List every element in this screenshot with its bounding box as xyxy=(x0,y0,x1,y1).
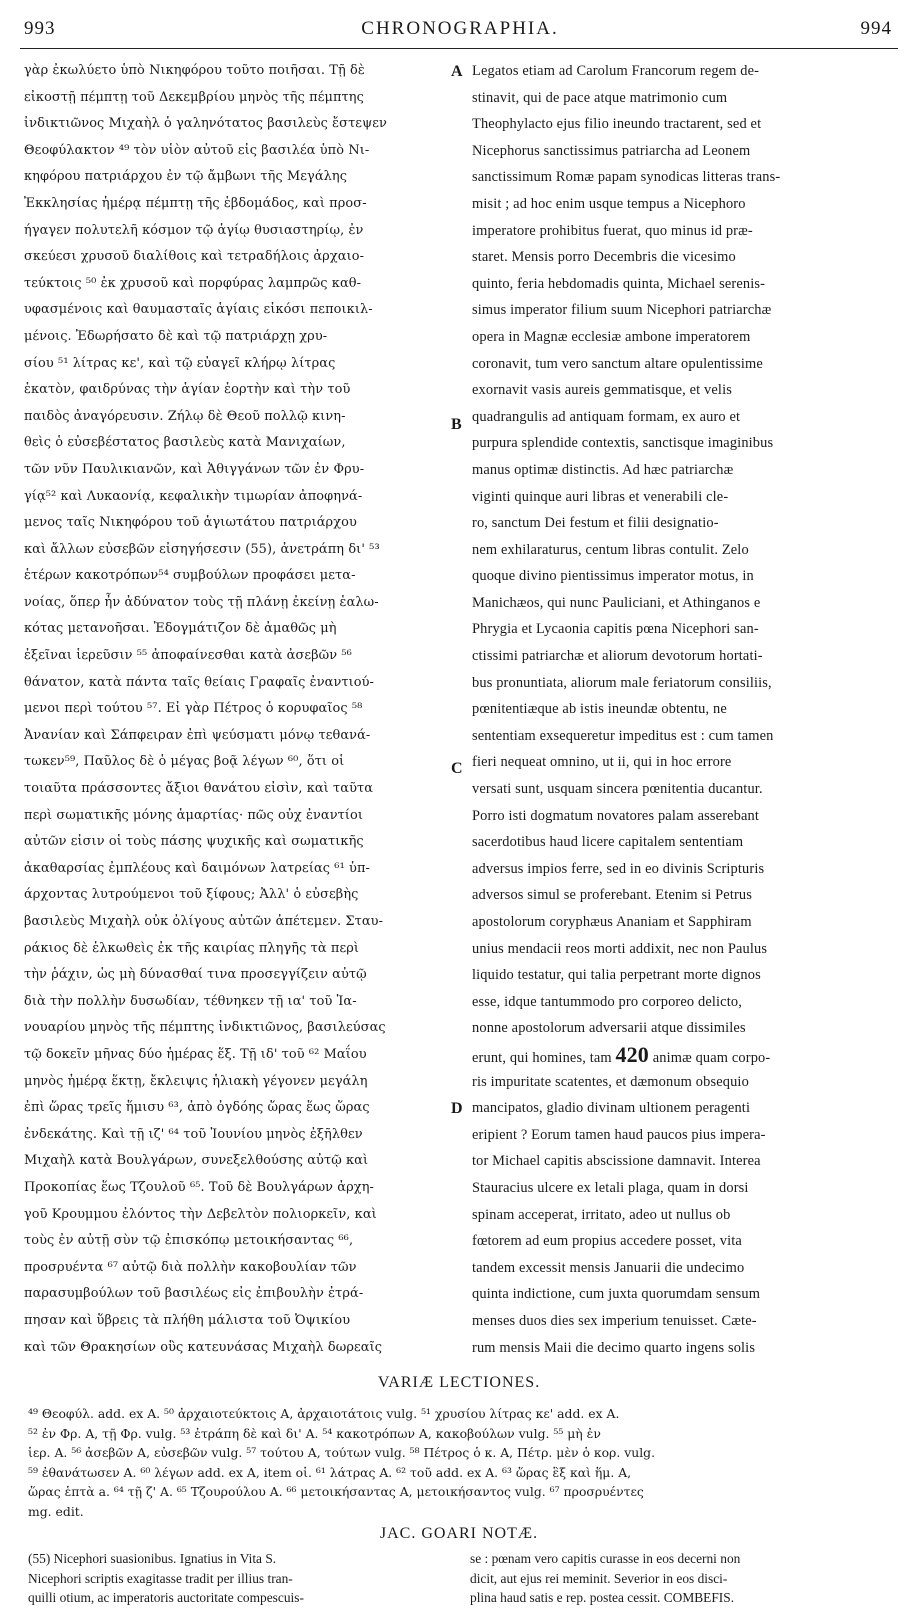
greek-text-line: σίου ⁵¹ λίτρας κε', καὶ τῷ εὐαγεῖ κλήρῳ λίτρας xyxy=(24,355,336,371)
greek-text-line: γὰρ ἐκωλύετο ὑπὸ Νικηφόρου τοῦτο ποιῆσαι. Τῇ δὲ xyxy=(24,63,365,78)
latin-text-line: quinta indictione, cum juxta quorumdam sensum xyxy=(472,1286,761,1303)
greek-text-line: Ἀνανίαν καὶ Σάπφειραν ἐπὶ ψεύσματι μόνῳ τεθανά- xyxy=(24,727,371,743)
latin-text-line xyxy=(472,1042,886,1069)
note-text-line: quilli otium, ac imperatoris auctoritate compescuis- xyxy=(28,1590,304,1605)
page-header xyxy=(20,14,900,44)
greek-text-line: περὶ σωματικῆς μόνης ἁμαρτίας· πῶς οὐχ ἐναντίοι xyxy=(24,807,364,823)
latin-text-line: manus optimæ distinctis. Ad hæc patriarchæ xyxy=(472,461,734,478)
latin-text-line: quoque divino pientissimus imperator motus, in xyxy=(472,568,754,585)
greek-text-line: κότας μετανοῆσαι. Ἐδογμάτιζον δὲ ἀμαθῶς μὴ xyxy=(24,621,337,637)
greek-text-line: τοιαῦτα πράσσοντες ἄξιοι θανάτου εἰσὶν, καὶ ταῦτα xyxy=(24,781,374,797)
latin-text-line: bus pronuntiata, aliorum male feriatorum consiliis, xyxy=(472,674,772,691)
latin-text-line: fieri nequeat omnino, ut ii, qui in hoc errore xyxy=(472,754,732,771)
latin-text-line: sanctissimum Romæ papam synodicas litteras trans- xyxy=(472,169,781,186)
latin-text-line: Manichæos, qui nunc Pauliciani, et Athinganos e xyxy=(472,594,761,611)
latin-text-line: nonne apostolorum adversarii atque dissimiles xyxy=(472,1020,746,1037)
greek-text-line: μένοις. Ἐδωρήσατο δὲ καὶ τῷ πατριάρχῃ χρυ- xyxy=(24,328,328,344)
greek-text-line: αὐτῶν εἰσιν οἱ τοὺς πάσης ψυχικῆς καὶ σωματικῆς xyxy=(24,834,364,850)
notae-title: JAC. GOARI NOTÆ. xyxy=(379,1525,539,1542)
latin-text-line: coronavit, tum vero sanctum altare opulentissime xyxy=(472,355,763,372)
latin-text-line: Phrygia et Lycaonia capitis pœna Nicephori san- xyxy=(472,621,759,638)
greek-text-line: τεύκτοις ⁵⁰ ἐκ χρυσοῦ καὶ πορφύρας λαμπρῶς καθ- xyxy=(24,275,362,291)
greek-text-line: τωκεν⁵⁹, Παῦλος δὲ ὁ μέγας βοᾷ λέγων ⁶⁰, ὅτι οἱ xyxy=(24,754,345,770)
latin-text-line: nem exhilaraturus, centum libras contulit. Zelo xyxy=(472,541,749,558)
margin-letter-c: C xyxy=(451,760,463,777)
latin-text-line: adversos simul se proferebant. Etenim si Petrus xyxy=(472,887,753,904)
note-text-line: (55) Nicephori suasionibus. Ignatius in Vita S. xyxy=(28,1551,277,1566)
note-text-line: dicit, aut ejus rei meminit. Severior in eos disci- xyxy=(470,1570,728,1586)
variant-reading-line: mg. edit. xyxy=(28,1503,84,1519)
greek-text-line: Μιχαὴλ κατὰ Βουλγάρων, συνεξελθούσης αὐτῷ καὶ xyxy=(24,1153,369,1169)
margin-letter-a: A xyxy=(451,63,463,80)
greek-text-line: διὰ τὴν πολλὴν δυσωδίαν, τέθνηκεν τῇ ια' τοῦ Ἰα- xyxy=(24,993,357,1009)
latin-text-line: apostolorum coryphæus Ananiam et Sapphiram xyxy=(472,914,752,930)
latin-text-line: stinavit, qui de pace atque matrimonio cum xyxy=(472,89,728,106)
greek-text-line: σκεύεσι χρυσοῦ διαλίθοις καὶ τετραδήλοις ἀρχαιο- xyxy=(24,249,365,265)
greek-text-line: Θεοφύλακτον ⁴⁹ τὸν υἱὸν αὐτοῦ εἰς βασιλέα ὑπὸ Νι- xyxy=(24,142,370,158)
latin-text-line: sententiam exsequeretur impeditus est : cum tamen xyxy=(472,727,774,744)
greek-text-line: ἐξεῖναι ἱερεῦσιν ⁵⁵ ἀποφαίνεσθαι κατὰ ἀσεβῶν ⁵⁶ xyxy=(24,648,352,664)
latin-text-line: spinam acceperat, irritato, adeo ut nullus ob xyxy=(472,1206,731,1223)
latin-text-line: adversus impios ferre, sed in eo divinis Scripturis xyxy=(472,860,765,877)
greek-text-line: ἰνδικτιῶνος Μιχαὴλ ὁ γαληνότατος βασιλεὺς ἔστεψεν xyxy=(24,116,387,132)
latin-text-line: menses duos dies sex imperium tenuisset. Cæte- xyxy=(472,1312,757,1329)
greek-text-line: πησαν καὶ ὕβρεις τὰ πλήθη μάλιστα τοῦ Ὀψικίου xyxy=(24,1312,351,1328)
latin-text-line: versati sunt, usquam sincera pœnitentia ducantur. xyxy=(472,781,763,798)
note-text-line: Nicephori scriptis exagitasse tradit per illius tran- xyxy=(28,1570,293,1586)
greek-text-line: παρασυμβούλων τοῦ βασιλέως εἰς ἐπιβουλὴν ἐτρά- xyxy=(24,1286,364,1302)
latin-text-line: sacerdotibus haud licere capitalem sententiam xyxy=(472,834,744,851)
greek-text-line: βασιλεὺς Μιχαὴλ οὐκ ὀλίγους αὐτῶν ἀπέτεμεν. Σταυ- xyxy=(24,914,384,929)
greek-text-line: νουαρίου μηνὸς τῆς πέμπτης ἰνδικτιῶνος, βασιλεύσας xyxy=(24,1020,386,1036)
latin-text-line: viginti quinque auri libras et venerabili cle- xyxy=(472,488,729,505)
greek-text-line: τὴν ῥάχιν, ὡς μὴ δύνασθαί τινα προσεγγίζειν αὐτῷ xyxy=(24,967,367,983)
latin-text-line: Stauracius ulcere ex letali plaga, quam in dorsi xyxy=(472,1179,749,1196)
variant-reading-line: ⁴⁹ Θεοφύλ. add. ex A. ⁵⁰ ἀρχαιοτεύκτοις A, ἀρχαιοτάτοις vulg. ⁵¹ χρυσίου λίτρας κε' add. ex A. xyxy=(28,1406,620,1421)
latin-text-line: Nicephorus sanctissimus patriarcha ad Leonem xyxy=(472,142,751,159)
greek-text-line: μενος ταῖς Νικηφόρου τοῦ ἁγιωτάτου πατριάρχου xyxy=(24,515,357,531)
notae-left-column xyxy=(28,1549,454,1608)
greek-text-line: μενοι περὶ τούτου ⁵⁷. Εἰ γὰρ Πέτρος ὁ κορυφαῖος ⁵⁸ xyxy=(24,701,363,717)
latin-text-line: tandem excessit mensis Januarii die undecimo xyxy=(472,1259,745,1276)
header-rule xyxy=(20,48,898,49)
greek-text-line: τοὺς ἐν αὐτῇ σὺν τῷ ἐπισκόπῳ μετοικήσαντας ⁶⁶, xyxy=(24,1233,354,1249)
greek-column xyxy=(24,58,448,1361)
greek-text-line: ήγαγεν πολυτελῆ κόσμον τῷ ἁγίῳ θυσιαστηρίῳ, ἐν xyxy=(24,222,364,238)
page-number-right: 994 xyxy=(860,18,892,39)
latin-text-line: imperatore prohibitus fuerat, quo minus id præ- xyxy=(472,222,753,239)
latin-text-line: ro, sanctum Dei festum et filii designatio- xyxy=(472,515,719,532)
greek-text-line: ἐνδεκάτης. Καὶ τῇ ιζ' ⁶⁴ τοῦ Ἰουνίου μηνὸς ἐξῆλθεν xyxy=(24,1126,363,1142)
variant-reading-line: ⁵² ἐν Φρ. A, τῇ Φρ. vulg. ⁵³ ἐτράπη δὲ καὶ δι' A. ⁵⁴ κακοτρόπων A, κακοβούλων vulg. ⁵⁵ μὴ ἐν xyxy=(28,1425,601,1441)
page-number-left: 993 xyxy=(24,18,56,39)
greek-text-line: τῶν νῦν Παυλικιανῶν, καὶ Ἀθιγγάνων τῶν ἐν Φρυ- xyxy=(24,461,365,477)
latin-text-segment: erunt, qui homines, tam xyxy=(472,1049,616,1066)
note-text-line: plina haud satis e rep. postea cessit. COMBEFIS. xyxy=(470,1590,735,1605)
greek-text-line: παιδὸς ἀναγόρευσιν. Ζήλῳ δὲ Θεοῦ πολλῷ κινη- xyxy=(24,408,346,424)
running-title: CHRONOGRAPHIA. xyxy=(361,18,559,39)
latin-text-line: quinto, feria hebdomadis quinta, Michael serenis- xyxy=(472,275,766,292)
latin-text-line: eripient ? Eorum tamen haud paucos pius impera- xyxy=(472,1126,766,1143)
latin-text-line: staret. Mensis porro Decembris die vicesimo xyxy=(472,249,736,266)
variae-lectiones-title: VARIÆ LECTIONES. xyxy=(377,1374,541,1391)
latin-text-line: opera in Magnæ ecclesiæ ambone imperatorem xyxy=(472,328,751,345)
greek-text-line: τῷ δοκεῖν μῆνας δύο ἡμέρας ἕξ. Τῇ ιδ' τοῦ ⁶² Μαΐου xyxy=(24,1046,367,1062)
variant-reading-line: ἱερ. A. ⁵⁶ ἀσεβῶν A, εὐσεβῶν vulg. ⁵⁷ τούτου A, τούτων vulg. ⁵⁸ Πέτρος ὁ κ. A, Πέτρ. μὲν ὁ κορ. vulg. xyxy=(28,1445,656,1460)
notae-right-column xyxy=(470,1549,896,1608)
greek-text-line: ἑτέρων κακοτρόπων⁵⁴ συμβούλων προφάσει μετα- xyxy=(24,568,356,584)
greek-text-line: υφασμένοις καὶ θαυμασταῖς ἁγίαις εἰκόσι πεποικιλ- xyxy=(24,302,373,318)
latin-text-line: misit ; ad hoc enim usque tempus a Nicephoro xyxy=(472,195,746,212)
latin-text-line: rum mensis Maii die decimo quarto ingens solis xyxy=(472,1339,756,1356)
latin-text-line: simus imperator filium suum Nicephori patriarchæ xyxy=(472,302,772,319)
latin-text-line: exornavit vasis aureis gemmatisque, et velis xyxy=(472,382,732,399)
latin-text-line: ctissimi patriarchæ et aliorum devotorum hortati- xyxy=(472,648,763,665)
latin-text-line: fœtorem ad eum propius accedere posset, vita xyxy=(472,1233,742,1250)
margin-letter-b: B xyxy=(451,416,462,433)
greek-text-line: ἑκατὸν, φαιδρύνας τὴν ἁγίαν ἑορτὴν καὶ τὴν τοῦ xyxy=(24,382,351,398)
latin-text-line: ris impuritate scatentes, et dæmonum obsequio xyxy=(472,1073,749,1090)
greek-text-line: νοίας, ὅπερ ἦν ἀδύνατον τοὺς τῇ πλάνῃ ἐκείνῃ ἑαλω- xyxy=(24,594,379,610)
margin-letter-d: D xyxy=(451,1100,463,1117)
latin-text-line: tor Michael capitis abscissione damnavit. Interea xyxy=(472,1153,761,1170)
latin-text-line: Legatos etiam ad Carolum Francorum regem de- xyxy=(472,63,760,79)
greek-text-line: θεὶς ὁ εὐσεβέστατος βασιλεὺς κατὰ Μανιχαίων, xyxy=(24,435,346,451)
greek-text-line: Ἐκκλησίας ἡμέρᾳ πέμπτῃ τῆς ἑβδομάδος, καὶ προσ- xyxy=(24,195,367,211)
greek-text-line: καὶ τῶν Θρακησίων οὓς κατευνάσας Μιχαὴλ δωρεαῖς xyxy=(24,1339,383,1355)
greek-text-line: γίᾳ⁵² καὶ Λυκαονίᾳ, κεφαλικὴν τιμωρίαν ἀποφηνά- xyxy=(24,488,363,504)
latin-text-segment: animæ quam corpo- xyxy=(648,1049,771,1066)
note-text-line: se : pœnam vero capitis curasse in eos decerni non xyxy=(470,1551,741,1566)
latin-text-line: Porro isti dogmatum novatores palam asserebant xyxy=(472,807,760,824)
latin-text-line: quadrangulis ad antiquam formam, ex auro et xyxy=(472,408,741,425)
greek-text-line: άρχοντας λυτρούμενοι τοῦ ξίφους; Ἀλλ' ὁ εὐσεβὴς xyxy=(24,887,359,903)
greek-text-line: κηφόρου πατριάρχου ἐν τῷ ἄμβωνι τῆς Μεγάλης xyxy=(24,169,348,185)
latin-text-line: Theophylacto ejus filio ineundo tractarent, sed et xyxy=(472,116,762,133)
column-number-420: 420 xyxy=(615,1041,649,1067)
greek-text-line: ἐπὶ ὥρας τρεῖς ἥμισυ ⁶³, ἀπὸ ὀγδόης ὥρας ἕως ὥρας xyxy=(24,1100,370,1116)
variant-reading-line: ⁵⁹ ἐθανάτωσεν A. ⁶⁰ λέγων add. ex A, item οἱ. ⁶¹ λάτρας A. ⁶² τοῦ add. ex A. ⁶³ ὥρας ἓξ καὶ ἥμ. A, xyxy=(28,1464,632,1480)
greek-text-line: θάνατον, κατὰ πάντα ταῖς θείαις Γραφαῖς ἐναντιού- xyxy=(24,674,375,690)
greek-text-line: γοῦ Κρουμμου ἐλόντος τὴν Δεβελτὸν πολιορκεῖν, καὶ xyxy=(24,1206,377,1222)
greek-text-line: εἰκοστῇ πέμπτῃ τοῦ Δεκεμβρίου μηνὸς τῆς πέμπτης xyxy=(24,89,364,105)
greek-text-line: ράκιος δὲ ἑλκωθεὶς ἐκ τῆς καιρίας πληγῆς τὰ περὶ xyxy=(24,940,360,956)
latin-text-line: mancipatos, gladio divinam ultionem peragenti xyxy=(472,1100,751,1117)
latin-text-line: pœnitentiæque ab istis ineundæ obtentu, ne xyxy=(472,701,727,718)
latin-text-line: esse, idque tantummodo pro corporeo delicto, xyxy=(472,993,742,1010)
greek-text-line: καὶ ἄλλων εὐσεβῶν εἰσηγήσεσιν (55), ἀνετράπη δι' ⁵³ xyxy=(24,541,380,557)
variant-reading-line: ὥρας ἑπτὰ a. ⁶⁴ τῇ ζ' A. ⁶⁵ Τζουρούλου A. ⁶⁶ μετοικήσαντας A, μετοικήσαντος vulg. ⁶⁷ προσρυέντες xyxy=(28,1484,644,1499)
latin-column xyxy=(472,58,886,1361)
latin-text-line: purpura splendide contextis, sanctisque imaginibus xyxy=(472,435,774,452)
latin-text-line: unius mendacii reos morti addixit, nec non Paulus xyxy=(472,940,768,957)
greek-text-line: μηνὸς ἡμέρᾳ ἕκτῃ, ἔκλειψις ἡλιακὴ γέγονεν μεγάλη xyxy=(24,1073,368,1089)
greek-text-line: προσρυέντα ⁶⁷ αὐτῷ διὰ πολλὴν κακοβουλίαν τῶν xyxy=(24,1259,357,1275)
latin-text-line: liquido testatur, qui talia perpetrant morte dignos xyxy=(472,967,761,984)
variae-lectiones xyxy=(28,1404,888,1521)
greek-text-line: ἀκαθαρσίας ἐμπλέους καὶ δαιμόνων λατρείας ⁶¹ ὑπ- xyxy=(24,860,371,876)
greek-text-line: Προκοπίας ἕως Τζουλοῦ ⁶⁵. Τοῦ δὲ Βουλγάρων ἀρχη- xyxy=(24,1179,374,1195)
